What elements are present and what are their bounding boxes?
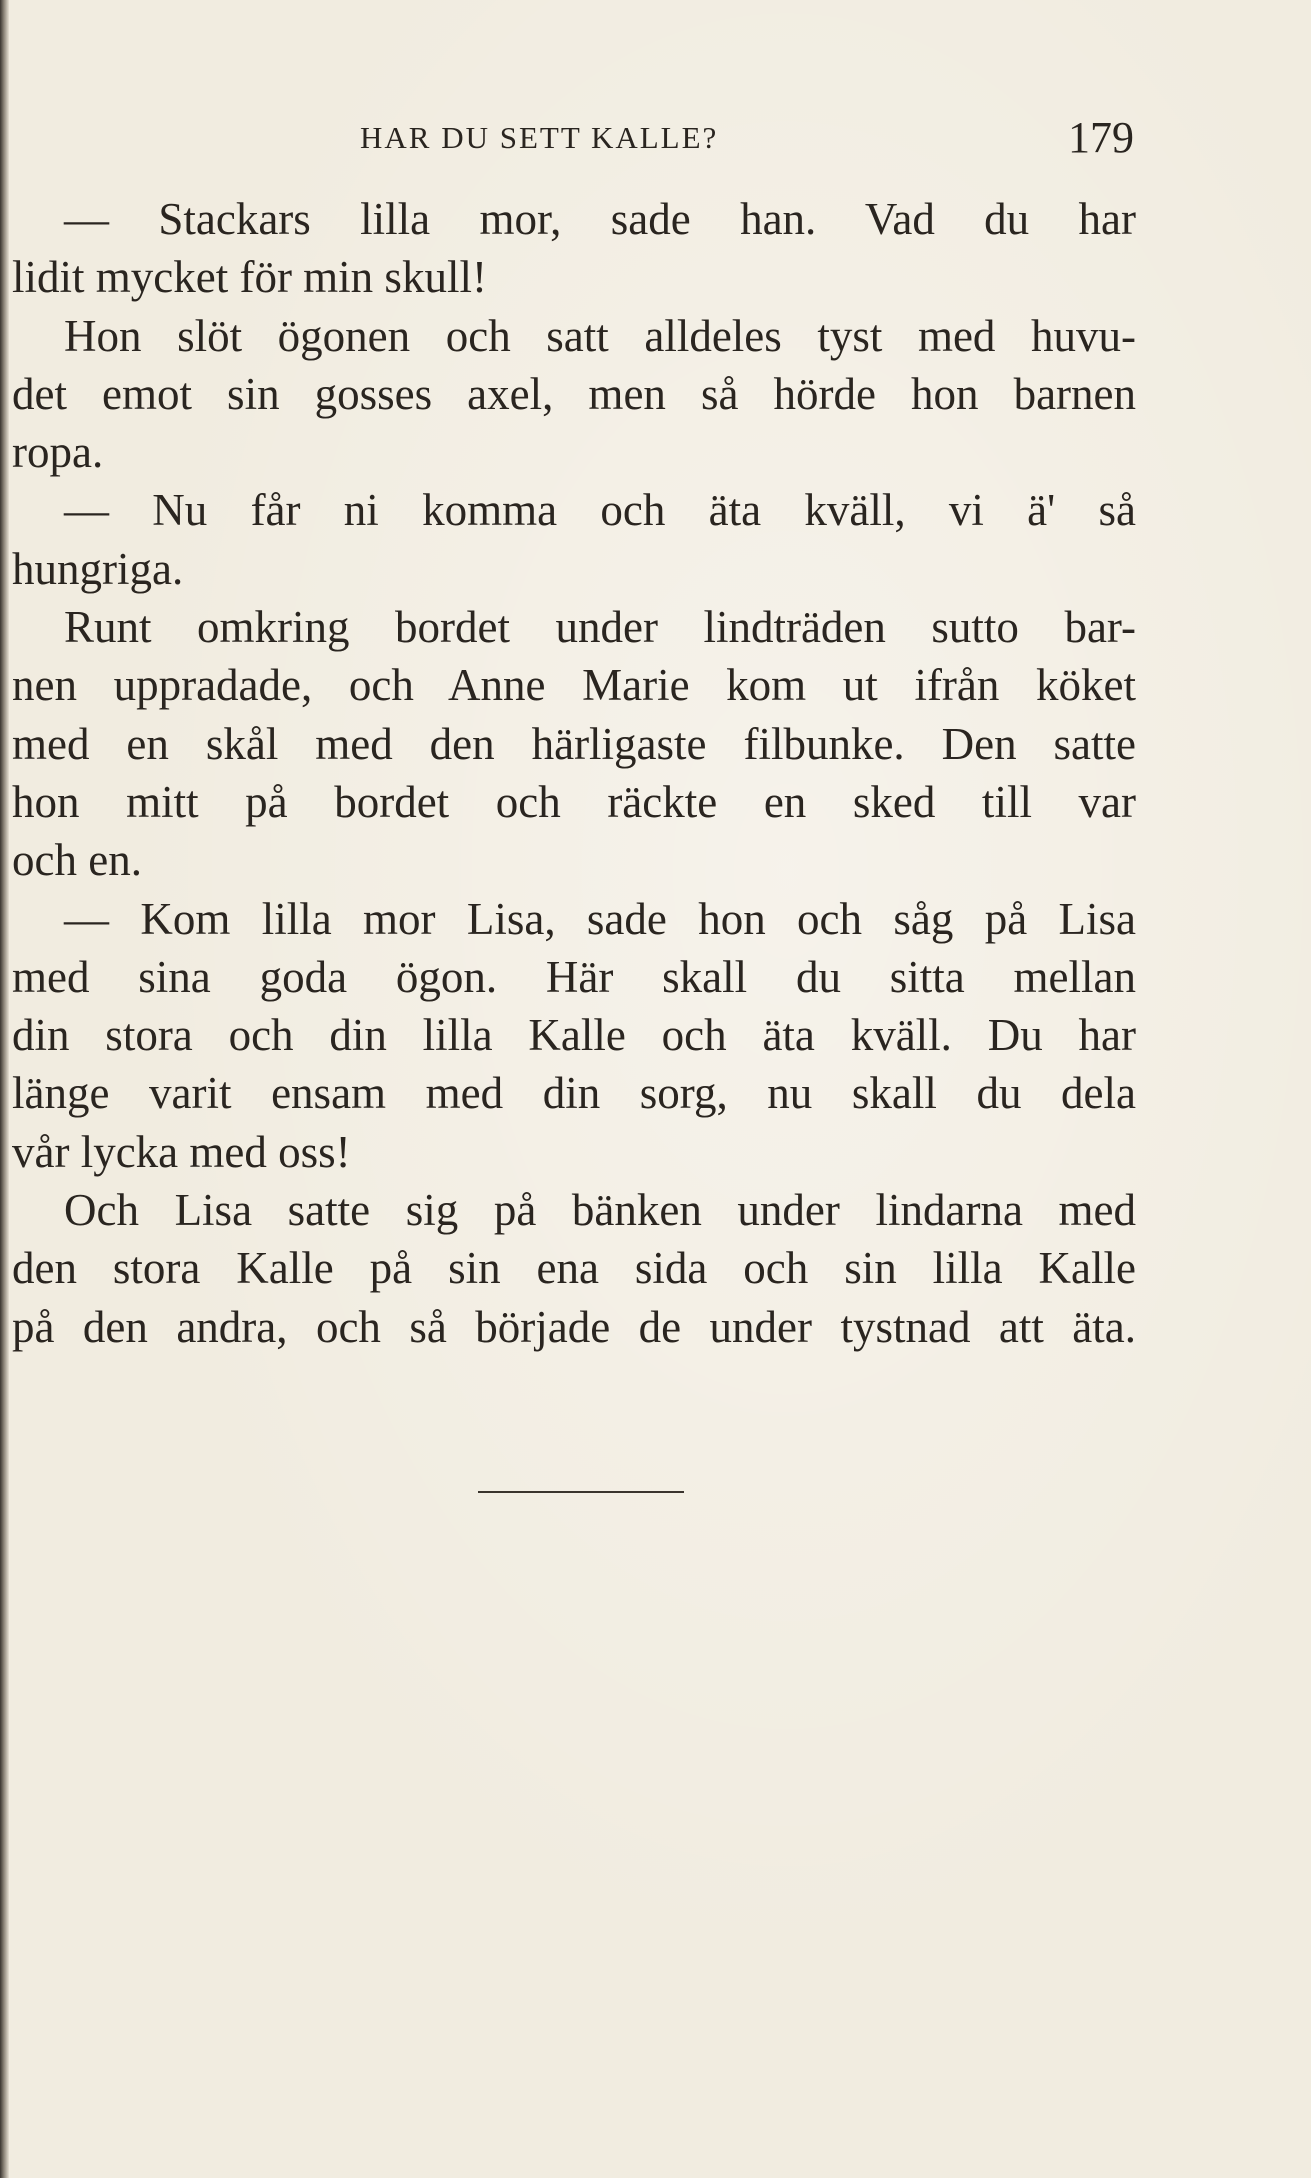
text-line: Hon slöt ögonen och satt alldeles tyst med huvu-: [64, 310, 1136, 361]
text-line: och en.: [12, 835, 142, 886]
text-line: nen uppradade, och Anne Marie kom ut ifrån köket: [12, 660, 1136, 711]
text-line: Runt omkring bordet under lindträden sutto bar-: [64, 602, 1136, 653]
text-line: hon mitt på bordet och räckte en sked till var: [12, 776, 1136, 827]
text-line: — Kom lilla mor Lisa, sade hon och såg på Lisa: [64, 893, 1136, 944]
text-line: din stora och din lilla Kalle och äta kväll. Du har: [12, 1010, 1136, 1061]
running-title: HAR DU SETT KALLE?: [360, 120, 719, 155]
text-line: hungriga.: [12, 543, 184, 594]
page-number: 179: [1068, 113, 1134, 162]
running-head: [0, 112, 1311, 172]
text-line: — Stackars lilla mor, sade han. Vad du har: [64, 194, 1136, 244]
text-line: lidit mycket för min skull!: [12, 252, 487, 303]
page-gutter-edge: [0, 0, 9, 2178]
text-line: med sina goda ögon. Här skall du sitta mellan: [12, 951, 1136, 1002]
body-text: [12, 190, 1136, 1356]
text-line: länge varit ensam med din sorg, nu skall du dela: [12, 1068, 1136, 1119]
text-line: det emot sin gosses axel, men så hörde hon barnen: [12, 368, 1136, 419]
text-line: ropa.: [12, 427, 104, 478]
text-line: på den andra, och så började de under tystnad att äta.: [12, 1301, 1136, 1352]
text-line: med en skål med den härligaste filbunke. Den satte: [12, 718, 1136, 769]
text-line: vår lycka med oss!: [12, 1126, 351, 1177]
text-line: Och Lisa satte sig på bänken under lindarna med: [64, 1185, 1136, 1236]
chapter-end-rule: [478, 1491, 684, 1493]
text-line: den stora Kalle på sin ena sida och sin lilla Kalle: [12, 1243, 1136, 1294]
text-line: — Nu får ni komma och äta kväll, vi ä' så: [64, 485, 1136, 536]
